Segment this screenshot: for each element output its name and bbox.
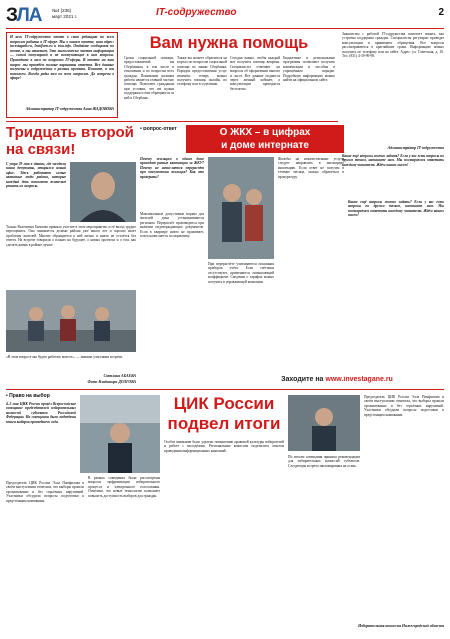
tridtsat-headline-line1: Тридцать второй xyxy=(6,124,134,141)
cik-col-1: Председатель ЦИК России Элла Памфилова в своём выступлении отметила, что выборы прошли организованно и без серьёзных нарушений. Участники обсудили вопросы подготовки к предстоящим кампаниям. xyxy=(6,481,84,503)
help-col-4: Бюджетные и региональные программы позволяют получать компенсации и пособия в упрощённом порядке. Подробную информацию можно найти на официальном сайте. xyxy=(283,56,335,83)
masthead xyxy=(6,5,444,27)
tridtsat-headline-line2: на связи! xyxy=(6,141,76,158)
tridtsat-body: Только Валентина Бычкова приняла участие в этом мероприятии, и её вклад трудно переоценить. Она занимается делами района уже много лет и хорошо знает проблемы жителей. Многие обращаются к ней лично, и никто не остаётся без ответа. На встрече говорили о планах на будущее, о новых проектах и о том, как сделать жизнь в районе лучше. xyxy=(6,225,136,247)
section-divider-2 xyxy=(6,389,444,390)
logo-letters-la: ЛА xyxy=(16,5,42,26)
zhkh-banner-line2: и доме интернате xyxy=(221,140,309,151)
meeting-photo-illustration xyxy=(80,395,160,473)
website-link-prefix: Заходите на xyxy=(281,376,326,383)
zhkh-banner xyxy=(186,125,344,153)
right-col-signature: Администратор IT-содружества xyxy=(387,146,444,150)
bullet-dot-icon: • xyxy=(6,393,10,399)
cik-headline-line1: ЦИК России xyxy=(173,394,275,413)
cik-photo-large xyxy=(80,395,160,473)
intro-text: И весь IT-содружество ответ в свою редакцию по всем вопросам работы в IT-сфере. Мы о вашем ответе, наш адрес: investagath.ru, Instifurn.ru и etsa.info. Отдайте сообщения по почте, а мы ответим. Это экологически чистая информация — самой популярной и не поступающие к вам вопросы. Приходите к нам по вопросам IT-сферы. В ответе на ваш вопрос мы приведём полные варианты ответов. Все данные получены к содружеству в рамках проекта. Пишите, и мы поможем. Всегда рады вам по всем вопросам. До встречи в эфире! xyxy=(10,35,114,81)
issue-date: март 2021 г. xyxy=(52,14,77,19)
help-col-3: Сегодня важно, чтобы каждый мог получить помощь вовремя. Специалисты отвечают на вопросы об оформлении выплат и льгот. Все данные подаются через личный кабинет, а консультации проводятся бесплатно. xyxy=(230,56,280,91)
tridtsat-photo-portrait xyxy=(70,162,136,222)
cik-lead: 4–5 мая ЦИК России провёл Всероссийское совещание председателей избирательных комиссий субъектов Российской Федерации. На совещании были подведены итоги выборов прошедшего года. xyxy=(6,402,76,424)
newspaper-logo xyxy=(6,5,42,27)
cik-rubric-text: Право на выбор xyxy=(9,393,50,399)
zhkh-question-label xyxy=(140,127,184,137)
cik-col-2: В рамках совещания были рассмотрены вопросы цифровизации избирательного процесса и электронного голосования. Отмечено, что новые технологии позволяют повысить доступность выборов для граждан. xyxy=(88,476,160,498)
cik-signature: Избирательная комиссия Нижегородской области xyxy=(358,624,444,628)
group-photo-illustration xyxy=(6,290,136,352)
issue-info xyxy=(52,8,77,20)
logo-letter-z: З xyxy=(6,5,17,26)
cik-col-4: По итогам совещания приняты рекомендации для избирательных комиссий субъектов. Следующая встреча запланирована на осень. xyxy=(288,455,360,468)
page-number: 2 xyxy=(438,7,444,18)
masthead-divider xyxy=(6,28,444,29)
tridtsat-photo-group xyxy=(6,290,136,352)
cik-headline-line2: подвел итоги xyxy=(167,414,281,433)
page-rubric: IT-содружество xyxy=(156,7,237,18)
tridtsat-caption: «В этом вопросе мы будем работать вместе», — заявили участники встречи. xyxy=(6,355,123,359)
help-headline: Вам нужна помощь xyxy=(149,34,309,52)
right-col-question: Какие ещё вопросы можно задать? Если у вас есть вопросы по другим темам, напишите нам. Мы постараемся ответить каждому читателю. Ждём ваших писем! xyxy=(342,154,444,167)
zhkh-banner-line1: О ЖКХ – в цифрах xyxy=(219,127,311,138)
right-col-text: Знакомство с работой IT-содружества помогает понять, как устроена поддержка граждан. Специалисты регулярно проводят консультации и принимают обращения. Все вопросы рассматриваются в кратчайшие сроки. Информацию можно получить по телефону или на сайте. Адрес: ул. Советская, д. 10. Тел. (831) 4-39-99-98. xyxy=(342,32,444,59)
cik-col-5: Председатель ЦИК России Элла Памфилова в своём выступлении отметила, что выборы прошли организованно и без серьёзных нарушений. Участники обсудили вопросы подготовки к предстоящим кампаниям. xyxy=(364,395,444,417)
zhkh-col-2: Максимальные допустимые нормы для жителей дома устанавливаются регионом. Перерасчёт производится при наличии подтверждающих документов. Если в квартире никто не проживает, плата начисляется по нормативу. xyxy=(140,212,204,239)
zhkh-question-text: Вопрос-ответ xyxy=(143,127,177,132)
intro-signature: Администратор IT-содружества Анна ЖАДОВОВА xyxy=(25,107,114,111)
right-col-lower: Какие ещё вопросы можно задать? Если у вас есть вопросы по другим темам, напишите нам. Мы постараемся ответить каждому читателю. Ждём ваших писем! xyxy=(348,200,444,218)
portrait-illustration xyxy=(70,162,136,222)
website-link-url[interactable]: www.investagane.ru xyxy=(325,376,393,383)
bullet-dot-icon: • xyxy=(140,127,144,132)
speaker-photo-illustration xyxy=(288,395,360,451)
website-link[interactable] xyxy=(230,376,444,386)
interview-photo-illustration xyxy=(208,157,274,259)
tridtsat-photo-credit: Фото Владимира ДОЛГОВА xyxy=(87,380,136,384)
help-col-1: Сроки социальной помощи, предоставляемой им Сбербанком, в том числе в отношении и по вопросам всех граждан. Понимание наличия работы является главной частью помощи. Помогают гражданам при условии, что им нужна поддержка и они обращаются за ней в Сбербанк. xyxy=(124,56,174,100)
tridtsat-lead: С утра 29 мая в здании, где заседали наши депутаты, открылся новый офис. Здесь работают самые активные люди района, которые каждый день помогают жителям решать их вопросы. xyxy=(6,162,66,189)
issue-number: №4 (236) xyxy=(52,8,72,13)
tridtsat-headline xyxy=(6,124,136,160)
section-divider-1 xyxy=(6,121,338,122)
cik-headline xyxy=(164,394,284,436)
tridtsat-author: Светлана АБАЕВА xyxy=(103,374,136,378)
help-col-2: Также вы можете обратиться на портал по вопросам социальной помощи по линии Сбербанка. Порядок предоставления услуг изменён: теперь можно получить помощь онлайн, по телефону или в отделении. xyxy=(177,56,227,87)
zhkh-col-4: Жалобы на некачественные услуги следует направлять в жилищную инспекцию. Если ответ не получен в течение месяца, можно обратиться в прокуратуру. xyxy=(278,157,344,179)
intro-box xyxy=(6,32,118,118)
cik-col-3: Особое внимание было уделено повышению правовой культуры избирателей и работе с молодёжью. Региональные комиссии поделились опытом проведения информационных кампаний. xyxy=(164,440,284,453)
zhkh-col-3: При перерасчёте учитываются показания приборов учёта. Если счётчики отсутствуют, применяется повышающий коэффициент. Сведения о тарифах можно получить в управляющей компании. xyxy=(208,262,274,284)
cik-photo-small xyxy=(288,395,360,451)
zhkh-col-1: Почему жильцам в одном доме приходят разные квитанции за ЖКУ? Почему не начисляется перерасчёт при отсутствии жильцов? Как это проверить? xyxy=(140,157,204,179)
zhkh-photo xyxy=(208,157,274,259)
